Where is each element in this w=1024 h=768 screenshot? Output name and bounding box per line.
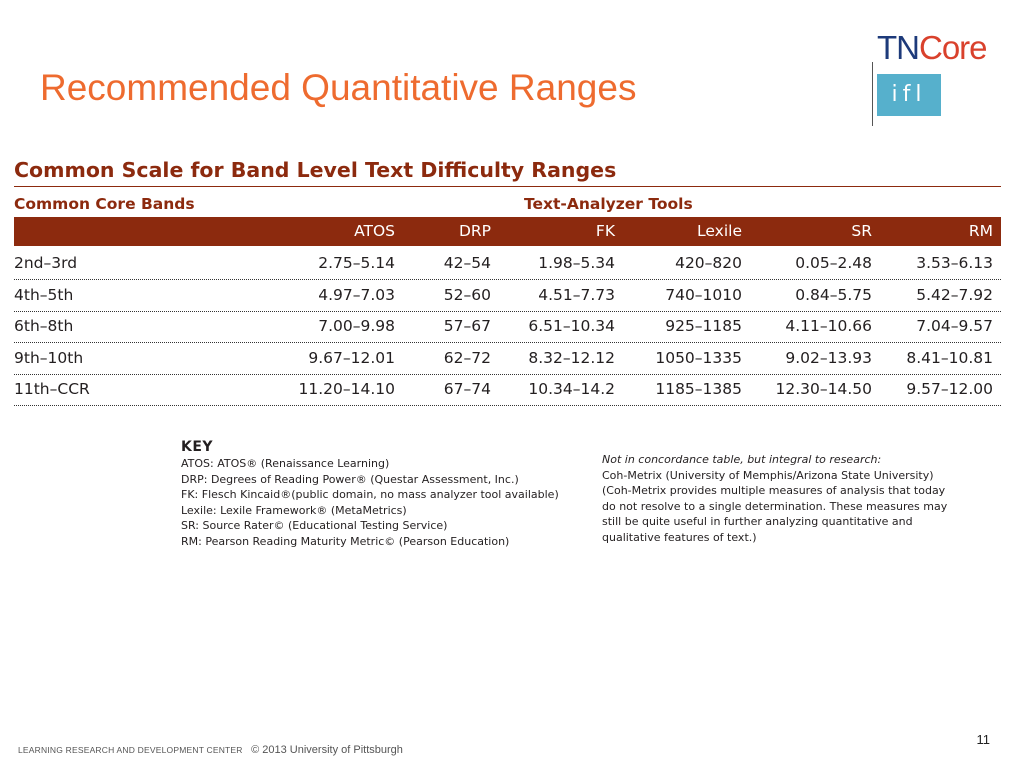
lexile-cell: 1050–1335 [655,348,742,367]
page-number: 11 [976,732,990,747]
research-note [602,452,962,545]
note-line: still be quite useful in further analyzing quantitative and [602,515,913,528]
lexile-cell: 740–1010 [665,285,742,304]
atos-cell: 11.20–14.10 [298,380,395,398]
rm-cell: 9.57–12.00 [906,380,993,398]
note-line: do not resolve to a single determination. These measures may [602,499,948,513]
band-cell: 9th–10th [14,348,84,367]
drp-cell: 57–67 [443,317,491,335]
key-line: Lexile: Lexile Framework® (MetaMetrics) [181,503,407,517]
atos-cell: 2.75–5.14 [318,254,395,272]
column-header-lexile: Lexile [697,222,742,240]
column-header-rm: RM [968,222,993,240]
column-header-fk: FK [595,222,615,240]
fk-cell: 10.34–14.2 [528,380,615,398]
rm-cell: 5.42–7.92 [916,285,993,304]
key-heading: KEY [181,439,214,455]
rm-cell: 8.41–10.81 [906,348,993,367]
footer-copyright: © 2013 University of Pittsburgh [251,744,403,756]
fk-cell: 8.32–12.12 [528,348,615,367]
table-title-rule [14,186,1001,187]
key-line: RM: Pearson Reading Maturity Metric© (Pearson Education) [181,534,510,548]
band-cell: 4th–5th [14,285,74,304]
footer-org: LEARNING RESEARCH AND DEVELOPMENT CENTER [18,745,243,755]
band-cell: 6th–8th [14,317,74,335]
column-header-sr: SR [851,222,872,240]
key-line: ATOS: ATOS® (Renaissance Learning) [181,457,390,470]
sr-cell: 9.02–13.93 [785,348,872,367]
fk-cell: 6.51–10.34 [528,317,615,335]
group-label-common-core-bands: Common Core Bands [14,195,195,213]
table-title: Common Scale for Band Level Text Difficulty Ranges [14,158,617,182]
sr-cell: 0.05–2.48 [795,254,872,272]
lexile-cell: 1185–1385 [655,380,742,398]
band-cell: 11th–CCR [14,380,90,398]
fk-cell: 4.51–7.73 [538,285,615,304]
logo-tn-text: TN [877,29,919,66]
ifl-badge: ifl [877,74,941,116]
sr-cell: 4.11–10.66 [785,317,872,335]
rm-cell: 3.53–6.13 [916,254,993,272]
logo-core-text: Core [919,29,987,66]
table-header-row [14,217,1001,246]
table-row [14,374,1001,406]
footer [18,740,403,758]
table-row [14,343,1001,375]
note-heading: Not in concordance table, but integral to research: [602,453,882,466]
sr-cell: 12.30–14.50 [775,380,872,398]
group-label-text-analyzer-tools: Text-Analyzer Tools [524,195,693,213]
column-header-atos: ATOS [354,222,395,240]
key-line: DRP: Degrees of Reading Power® (Questar Assessment, Inc.) [181,472,519,486]
drp-cell: 52–60 [443,285,491,304]
table-row [14,311,1001,343]
logo-divider [872,62,873,126]
drp-cell: 42–54 [443,254,491,272]
key-legend [181,438,581,549]
drp-cell: 67–74 [443,380,491,398]
tncore-ifl-logo [870,28,1010,128]
tncore-wordmark [877,28,987,68]
atos-cell: 4.97–7.03 [318,285,395,304]
atos-cell: 9.67–12.01 [308,348,395,367]
note-line: Coh-Metrix (University of Memphis/Arizona State University) [602,468,934,482]
lexile-cell: 925–1185 [665,317,742,335]
band-cell: 2nd–3rd [14,254,78,272]
slide-title: Recommended Quantitative Ranges [40,67,637,108]
key-line: FK: Flesch Kincaid®(public domain, no mass analyzer tool available) [181,488,559,501]
note-line: qualitative features of text.) [602,530,757,544]
lexile-cell: 420–820 [675,254,742,272]
fk-cell: 1.98–5.34 [538,254,615,272]
table-row [14,280,1001,312]
drp-cell: 62–72 [443,348,491,367]
rm-cell: 7.04–9.57 [916,317,993,335]
table-row [14,248,1001,280]
key-line: SR: Source Rater© (Educational Testing Service) [181,519,448,532]
column-header-drp: DRP [458,222,491,240]
note-line: (Coh-Metrix provides multiple measures of analysis that today [602,484,946,497]
atos-cell: 7.00–9.98 [318,317,395,335]
sr-cell: 0.84–5.75 [795,285,872,304]
